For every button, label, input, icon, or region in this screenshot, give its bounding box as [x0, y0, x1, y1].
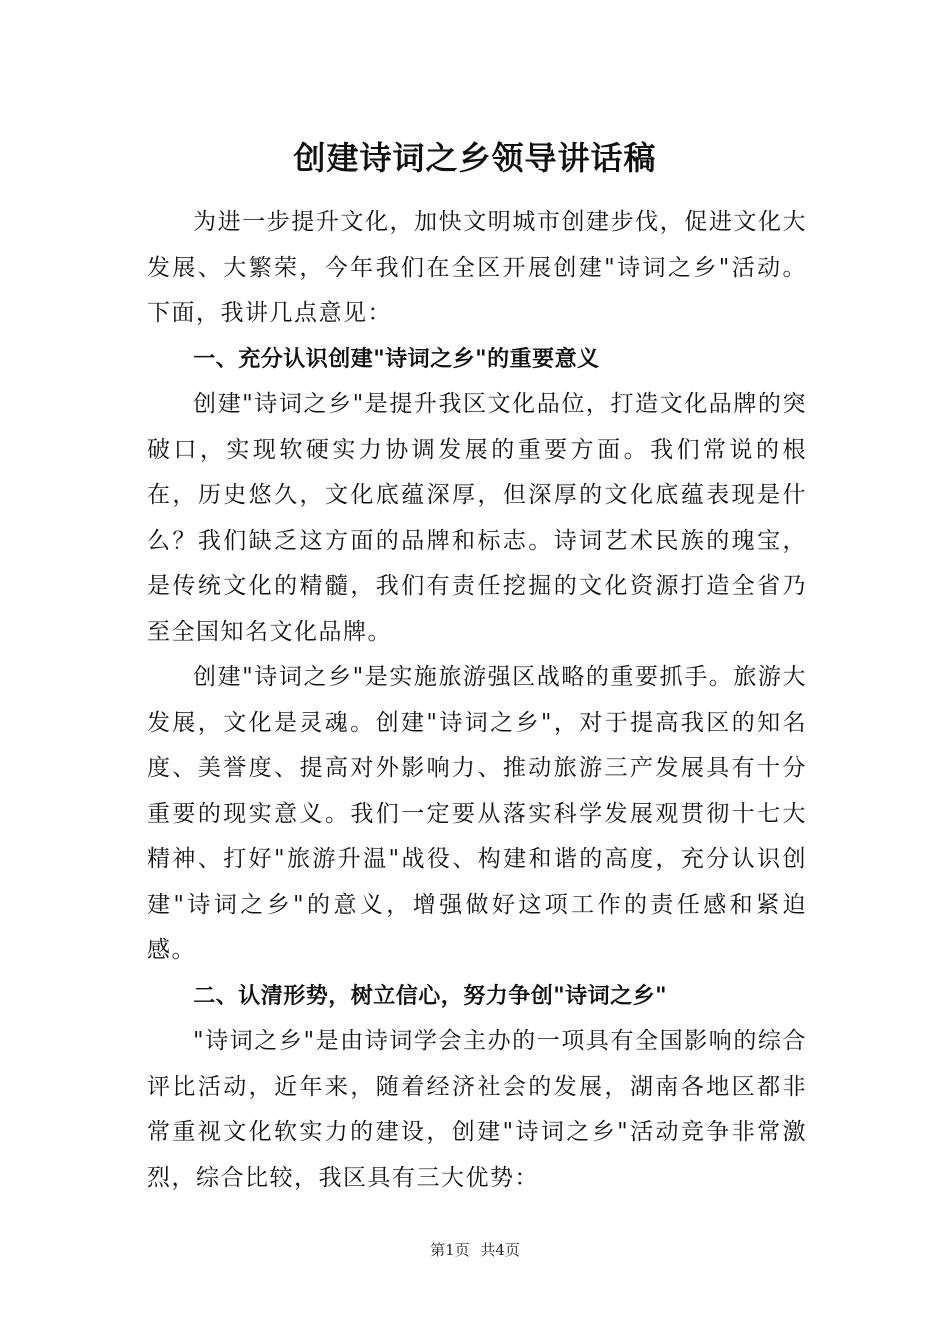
page-footer — [0, 1238, 950, 1262]
body-paragraph: 创建"诗词之乡"是提升我区文化品位，打造文化品牌的突破口，实现软硬实力协调发展的重要方面。我们常说的根在，历史悠久，文化底蕴深厚，但深厚的文化底蕴表现是什么？我们缺乏这方面的品牌和标志。诗词艺术民族的瑰宝，是传统文化的精髓，我们有责任挖掘的文化资源打造全省乃至全国知名文化品牌。 — [147, 391, 807, 645]
page-total: 共4页 — [480, 1241, 520, 1259]
document-body — [147, 200, 807, 1201]
section-heading-2: 二、认清形势，树立信心，努力争创"诗词之乡" — [193, 983, 668, 1009]
document-title: 创建诗词之乡领导讲话稿 — [293, 139, 657, 177]
page-number: 第1页 — [430, 1241, 470, 1259]
body-paragraph: 创建"诗词之乡"是实施旅游强区战略的重要抓手。旅游大发展，文化是灵魂。创建"诗词之乡"，对于提高我区的知名度、美誉度、提高对外影响力、推动旅游三产发展具有十分重要的现实意义。我们一定要从落实科学发展观贯彻十七大精神、打好"旅游升温"战役、构建和谐的高度，充分认识创建"诗词之乡"的意义，增强做好这项工作的责任感和紧迫感。 — [147, 664, 807, 963]
section-heading-1: 一、充分认识创建"诗词之乡"的重要意义 — [193, 346, 600, 372]
intro-paragraph: 为进一步提升文化，加快文明城市创建步伐，促进文化大发展、大繁荣，今年我们在全区开展创建"诗词之乡"活动。下面，我讲几点意见： — [147, 209, 807, 326]
body-paragraph: "诗词之乡"是由诗词学会主办的一项具有全国影响的综合评比活动，近年来，随着经济社会的发展，湖南各地区都非常重视文化软实力的建设，创建"诗词之乡"活动竞争非常激烈，综合比较，我区具有三大优势： — [147, 1028, 807, 1191]
